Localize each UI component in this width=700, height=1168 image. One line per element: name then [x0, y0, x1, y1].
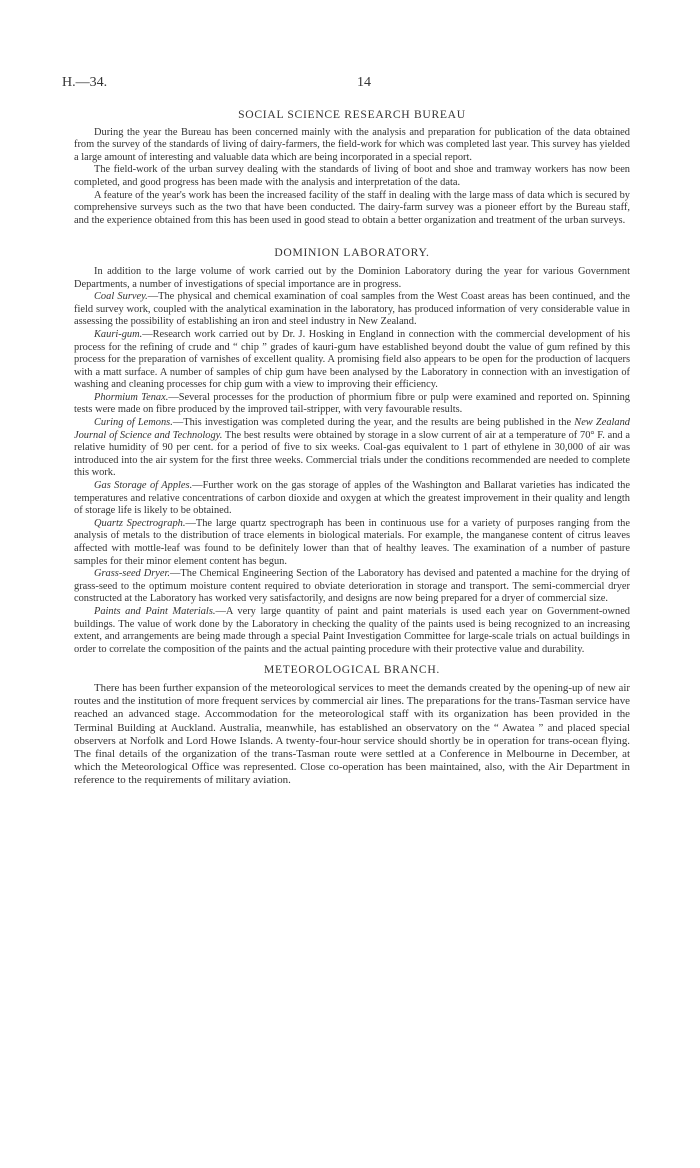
section-social-science [74, 109, 630, 227]
paragraph-text: —A very large quantity of paint and paint materials is used each year on Government-owned buildings. The value of work done by the Laboratory in checking the quality of the paints used is being recognized to an increasing extent, and arrangements are being made through a special Paint Investigation Committee for large-scale trials on actual buildings in order to correlate the composition of the paints and the actual painting procedure with their protective value and durability. [74, 605, 630, 655]
paragraph-text: —Research work carried out by Dr. J. Hosking in England in connection with the commercial development of his process for the refining of crude and “ chip ” grades of kauri-gum have established beyond doubt the value of gum refined by this process for the preparation of varnishes of excellent quality. A promising field also appears to be open for the production of lacquers with a matt surface. A number of samples of chip gum have been analysed by the Laboratory in connection with an investigation of washing and cleaning processes for chip gum with a view to improving their efficiency. [74, 328, 630, 391]
page-header [62, 77, 628, 97]
paragraph [74, 392, 630, 417]
paragraph [74, 606, 630, 656]
paragraph-text: —The large quartz spectrograph has been in continuous use for a variety of purposes ranging from the analysis of metals to the distribution of trace elements in biological materials. For example, the manganese content of citrus leaves affected with mottle-leaf was found to be definitely lower than that of healthy leaves. The examination of a number of pasture samples for their minor element content has begun. [74, 517, 630, 567]
paragraph-lead: Phormium Tenax. [94, 391, 169, 403]
paragraph: The field-work of the urban survey dealing with the standards of living of boot and shoe and tramway workers has now been completed, and good progress has been made with the analysis and interpretation of the data. [74, 164, 630, 188]
paragraph-text: —Further work on the gas storage of apples of the Washington and Ballarat varieties has indicated the temperatures and relative concentrations of carbon dioxide and oxygen at which the greatest improvement in their quality and length of storage life is likely to be obtained. [74, 480, 630, 517]
paragraph: In addition to the large volume of work carried out by the Dominion Laboratory during the year for various Government Departments, a number of investigations of special importance are in progress. [74, 265, 630, 290]
paragraph-text: —The physical and chemical examination of coal samples from the West Coast areas has been continued, and the field survey work, coupled with the analytical examination in the laboratory, has produced information of very considerable value in assessing the possibility of establishing an iron and steel industry in New Zealand. [74, 291, 630, 328]
paragraph-lead: Grass-seed Dryer. [94, 568, 171, 580]
section-dominion-laboratory [74, 247, 630, 656]
paragraph-text: —The Chemical Engineering Section of the Laboratory has devised and patented a machine for the drying of grass-seed to the optimum moisture content required to obviate deterioration in storage and transport. The semi-commercial dryer constructed at the Laboratory has worked very satisfactorily, and designs are now being prepared for a dryer of commercial size. [74, 568, 630, 605]
paragraph [74, 291, 630, 329]
paragraph [74, 417, 630, 480]
paragraph-lead: Curing of Lemons. [94, 417, 173, 429]
section-title: METEOROLOGICAL BRANCH. [264, 663, 440, 677]
paragraph-lead: Gas Storage of Apples. [94, 480, 193, 492]
journal-title: New Zealand Journal of Science and Technology. [74, 417, 630, 441]
section-title: SOCIAL SCIENCE RESEARCH BUREAU [238, 108, 466, 121]
paragraph: During the year the Bureau has been concerned mainly with the analysis and preparation for publication of the data obtained from the survey of the standards of living of dairy-farmers, the field-work for which was completed last year. This survey has yielded a large amount of interesting and valuable data which are being incorporated in a special report. [74, 126, 630, 163]
paragraph: There has been further expansion of the meteorological services to meet the demands created by the opening-up of new air routes and the institution of more frequent services by commercial air lines. The preparations for the trans-Tasman service have reached an advanced stage. Accommodation for the meteorological staff with its organization has been provided in the Terminal Building at Auckland. Australia, meanwhile, has established an observatory on the “ Awatea ” and placed special observers at Norfolk and Lord Howe Islands. A twenty-four-hour service should shortly be in operation for trans-ocean flying. The final details of the organization of the trans-Tasman route were settled at a Conference in Melbourne in December, at which the Meteorological Office was represented. Close co-operation has been maintained, also, with the Air Department in reference to the requirements of military aviation. [74, 681, 630, 787]
paragraph-lead: Paints and Paint Materials. [94, 605, 216, 617]
paragraph [74, 329, 630, 392]
paragraph [74, 568, 630, 606]
paragraph-lead: Quartz Spectrograph. [94, 517, 186, 529]
paragraph-lead: Kauri-gum. [94, 328, 143, 340]
paragraph-text: —Several processes for the production of phormium fibre or pulp were examined and reported on. Spinning tests were made on fibre produced by the improved tail-stripper, with very favourable results. [74, 391, 630, 416]
section-meteorological-branch [74, 664, 630, 787]
section-title: DOMINION LABORATORY. [274, 246, 430, 260]
paragraph-text: —This investigation was completed during the year, and the results are being published in the [172, 417, 575, 429]
paragraph [74, 518, 630, 568]
paragraph [74, 480, 630, 518]
paragraph-lead: Coal Survey. [94, 291, 148, 303]
document-reference: H.—34. [62, 75, 108, 90]
paragraph: A feature of the year's work has been the increased facility of the staff in dealing with the large mass of data which is secured by comprehensive surveys such as the two that have been conducted. The dairy-farm survey was a pioneer effort by the Bureau staff, and the experience obtained from this has been used in good stead to obtain a better organization and treatment of the urban surveys. [74, 189, 630, 226]
page-number: 14 [357, 75, 371, 90]
paragraph-text: The best results were obtained by storage in a slow current of air at a temperature of 70° F. and a relative humidity of 90 per cent. for a period of five to six weeks. Coal-gas equivalent to 1 part of ethylene in 30,000 of air was introduced into the air system for the first three weeks. Commercial trials under the conditions recommended are needed to complete this work. [74, 429, 630, 479]
page-content [74, 109, 630, 788]
